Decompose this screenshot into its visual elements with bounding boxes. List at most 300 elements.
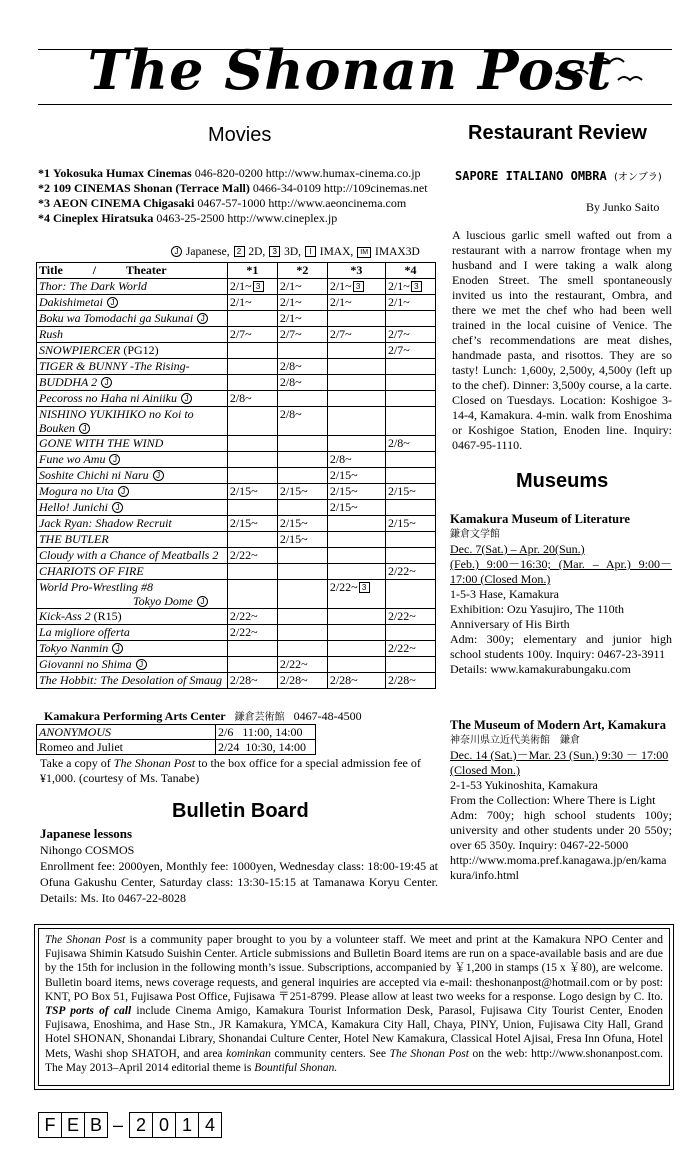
start-date: 2/7~: [387, 327, 410, 341]
showtime-cell: [385, 452, 435, 468]
start-date: 2/22~: [279, 657, 308, 671]
museum-address: 2-1-53 Yukinoshita, Kamakura: [450, 778, 598, 792]
bulletin-heading: Bulletin Board: [172, 800, 309, 822]
showtime-cell: [327, 564, 385, 580]
japanese-icon: J: [107, 297, 118, 308]
3d-icon: 3: [411, 281, 422, 292]
start-date: 2/8~: [279, 359, 302, 373]
table-row: [37, 375, 436, 391]
movie-title-cell: [37, 673, 228, 689]
movie-title: Boku wa Tomodachi ga Sukunai: [39, 311, 194, 325]
start-date: 2/1~: [279, 279, 302, 293]
showtime-cell: [277, 673, 327, 689]
table-row: [37, 625, 436, 641]
movie-title-cell: [37, 359, 228, 375]
start-date: 2/15~: [229, 484, 258, 498]
start-date: 2/28~: [279, 673, 308, 687]
kpac-table: [36, 724, 316, 755]
footer-text-2: include Cinema Amigo, Kamakura Tourist Information Desk, Parasol, Fujisawa City Tourist Center, Enoden Fujisawa, Enoshima, and Hase Stn., JR Kamakura, YMCA, Kamakura City Hall, Chaya, PINY, Union, Fujisawa City Hall, Grand Hotel SHONAN, Shonandai Library, Shonandai Culture Center, Hotel New Kamakura, Classical Hotel Ajisai, Fresa Inn Ofuna, Hotel Mets, Washi shop SHATOH, and area: [45, 1005, 663, 1060]
start-date: 2/8~: [279, 375, 302, 389]
museum-admission: Adm: 300y; elementary and junior high school students 100y. Inquiry: 0467-23-3911: [450, 632, 672, 661]
table-row: [37, 564, 436, 580]
bulletin-org: Nihongo COSMOS: [40, 843, 135, 857]
movie-title-cell: [37, 657, 228, 673]
start-date: 2/15~: [229, 516, 258, 530]
legend-japanese: Japanese,: [185, 246, 230, 258]
showtime-cell: [385, 641, 435, 657]
3d-icon: 3: [359, 582, 370, 593]
japanese-icon: J: [197, 596, 208, 607]
footer-box: [38, 928, 670, 1086]
table-row: [37, 327, 436, 343]
movie-title-cell: [37, 625, 228, 641]
showtime-cell: [327, 468, 385, 484]
table-row: [37, 407, 436, 436]
movie-title-cell: [37, 375, 228, 391]
japanese-icon: J: [101, 377, 112, 388]
movie-title: Hello! Junichi: [39, 500, 108, 514]
showtime-cell: [277, 452, 327, 468]
cinema-contact[interactable]: 046-820-0200 http://www.humax-cinema.co.jp: [194, 166, 421, 180]
date-char: 4: [198, 1112, 222, 1138]
start-date: 2/22~: [229, 609, 258, 623]
start-date: 2/1~: [279, 311, 302, 325]
restaurant-name-jp: (オンブラ): [613, 172, 662, 183]
japanese-icon: J: [136, 659, 147, 670]
movie-title-cell: [37, 548, 228, 564]
showtime-cell: [327, 311, 385, 327]
movie-title: Kick-Ass 2: [39, 609, 91, 623]
showtime-cell: [227, 564, 277, 580]
showtime-cell: [227, 532, 277, 548]
showtime-cell: [327, 641, 385, 657]
showtime-cell: [227, 625, 277, 641]
header-title-theater: Title / Theater: [37, 263, 228, 279]
cinema-num: *2: [38, 181, 50, 195]
showtime-cell: [327, 295, 385, 311]
cinema-name: 109 CINEMAS Shonan (Terrace Mall): [53, 181, 250, 195]
bulletin-text: Enrollment fee: 2000yen, Monthly fee: 1000yen, Wednesday class: 18:00-19:45 at Ofuna Gakushu Center, Saturday class: 13:30-15:15 at Tamanawa Koryu Center. Details: Ms. Ito 0467-22-8028: [40, 859, 438, 905]
3d-icon: 3: [253, 281, 264, 292]
table-row: [37, 311, 436, 327]
showtime-cell: [327, 580, 385, 609]
japanese-icon: J: [79, 423, 90, 434]
showtime-cell: [277, 407, 327, 436]
showtime-cell: [327, 657, 385, 673]
museum-name-jp: 鎌倉文学館: [450, 529, 500, 540]
movie-title: BUDDHA 2: [39, 375, 98, 389]
showtime-cell: [327, 532, 385, 548]
showtime-cell: [327, 516, 385, 532]
start-date: 2/28~: [387, 673, 416, 687]
kpac-phone: 0467-48-4500: [293, 709, 362, 723]
footer-theme: Bountiful Shonan.: [254, 1061, 338, 1074]
japanese-icon: J: [171, 246, 182, 257]
movie-title-cont: Tokyo Dome: [133, 594, 193, 608]
movie-title-cell: [37, 516, 228, 532]
showtime-cell: [385, 657, 435, 673]
movie-title-cell: [37, 484, 228, 500]
movie-title: NISHINO YUKIHIKO no Koi to: [39, 407, 194, 421]
movie-title-cell: [37, 564, 228, 580]
start-date: 2/1~: [329, 279, 352, 293]
movie-title: Dakishimetai: [39, 295, 103, 309]
cinema-contact[interactable]: 0463-25-2500 http://www.cineplex.jp: [156, 211, 338, 225]
showtime-cell: [227, 375, 277, 391]
movie-rating: (R15): [90, 609, 122, 623]
table-row: [37, 468, 436, 484]
movie-title: Mogura no Uta: [39, 484, 114, 498]
showtime-cell: [227, 311, 277, 327]
kpac-note-b: to the box office for a special admission fee of ¥1,000. (courtesy of Ms. Tanabe): [40, 756, 421, 785]
date-char: 0: [152, 1112, 176, 1138]
table-row: [37, 295, 436, 311]
cinema-name: Yokosuka Humax Cinemas: [53, 166, 192, 180]
date-separator: –: [112, 1114, 123, 1135]
showtime-cell: [385, 500, 435, 516]
movie-title: World Pro-Wrestling #8: [39, 580, 154, 594]
showtime-cell: [277, 657, 327, 673]
showtime-cell: [385, 548, 435, 564]
showtime-cell: [227, 391, 277, 407]
showtime-cell: [327, 436, 385, 452]
showtime-cell: [385, 468, 435, 484]
showtime-cell: [327, 407, 385, 436]
start-date: 2/1~: [229, 279, 252, 293]
date-char: F: [38, 1112, 62, 1138]
cinema-item: [38, 166, 438, 181]
showtime-cell: [385, 343, 435, 359]
format-legend: [170, 246, 420, 258]
showtime-cell: [277, 580, 327, 609]
start-date: 2/28~: [329, 673, 358, 687]
footer-paper-name: The Shonan Post: [45, 934, 126, 946]
movie-title: SNOWPIERCER: [39, 343, 121, 357]
showtime-cell: [327, 279, 385, 295]
table-row: [37, 343, 436, 359]
movie-title: TIGER & BUNNY -The Rising-: [39, 359, 190, 373]
movie-title-cell: [37, 641, 228, 657]
showtime-cell: [277, 327, 327, 343]
showtime-cell: [385, 516, 435, 532]
movies-heading: Movies: [208, 124, 272, 146]
showtime-cell: [277, 311, 327, 327]
date-char: E: [61, 1112, 85, 1138]
cinema-item: [38, 181, 438, 196]
kpac-heading-line: [44, 708, 362, 724]
movie-title-cell: [37, 295, 228, 311]
showtime-cell: [327, 484, 385, 500]
showtime-cell: [277, 436, 327, 452]
start-date: 2/15~: [329, 484, 358, 498]
movie-title-cell: [37, 279, 228, 295]
showtime-cell: [227, 436, 277, 452]
showtime-cell: [227, 407, 277, 436]
movie-title: Soshite Chichi ni Naru: [39, 468, 149, 482]
museum-exhibit: From the Collection: Where There is Light: [450, 793, 656, 807]
table-row: [37, 500, 436, 516]
footer-paper-name-2: The Shonan Post: [389, 1047, 469, 1060]
2d-icon: 2: [234, 246, 245, 257]
table-header-row: [37, 263, 436, 279]
showtime-cell: [385, 407, 435, 436]
showtime-cell: [327, 548, 385, 564]
showtime-cell: [327, 391, 385, 407]
movie-title-cell: [37, 500, 228, 516]
showtime-cell: [277, 625, 327, 641]
movie-title-cell: [37, 407, 228, 436]
restaurant-byline: By Junko Saito: [586, 200, 660, 214]
museum-literature: [450, 512, 672, 677]
showtime-cell: [385, 375, 435, 391]
japanese-icon: J: [109, 454, 120, 465]
start-date: 2/22~: [329, 580, 358, 594]
showtime-cell: [227, 673, 277, 689]
museum-dates: Dec. 14 (Sat.)－Mar. 23 (Sun.) 9:30 － 17:00 (Closed Mon.): [450, 748, 669, 777]
showtime-cell: [327, 625, 385, 641]
legend-imax3d: IMAX3D: [375, 246, 420, 258]
table-row: [37, 548, 436, 564]
table-row: [37, 725, 316, 740]
museum-exhibit: Exhibition: Ozu Yasujiro, The 110th Anniversary of His Birth: [450, 602, 624, 631]
start-date: 2/8~: [279, 407, 302, 421]
masthead-title: The Shonan Post: [87, 38, 613, 102]
start-date: 2/15~: [387, 484, 416, 498]
showtime-cell: [327, 359, 385, 375]
table-row: [37, 609, 436, 625]
start-date: 2/8~: [329, 452, 352, 466]
start-date: 2/1~: [387, 279, 410, 293]
start-date: 2/15~: [329, 500, 358, 514]
kpac-time: 2/24 10:30, 14:00: [216, 740, 316, 755]
start-date: 2/7~: [329, 327, 352, 341]
japanese-icon: J: [181, 393, 192, 404]
kpac-time: 2/6 11:00, 14:00: [216, 725, 316, 740]
showtime-cell: [385, 609, 435, 625]
showtime-cell: [277, 609, 327, 625]
showtime-cell: [227, 343, 277, 359]
start-date: 2/22~: [229, 548, 258, 562]
table-row: [37, 740, 316, 755]
restaurant-heading: Restaurant Review: [468, 122, 647, 144]
table-row: [37, 580, 436, 609]
kpac-note-paper: The Shonan Post: [113, 756, 196, 770]
museum-details: Details: www.kamakurabungaku.com: [450, 662, 631, 676]
start-date: 2/22~: [387, 564, 416, 578]
showtime-cell: [227, 359, 277, 375]
movie-title: Rush: [39, 327, 63, 341]
showtime-cell: [277, 343, 327, 359]
showtime-cell: [327, 452, 385, 468]
table-row: [37, 279, 436, 295]
movie-title-cell: [37, 311, 228, 327]
restaurant-name-line: [455, 168, 662, 183]
table-row: [37, 452, 436, 468]
date-char: B: [84, 1112, 108, 1138]
kpac-title: ANONYMOUS: [37, 725, 216, 740]
showtime-cell: [385, 311, 435, 327]
showtime-cell: [227, 641, 277, 657]
movie-title: CHARIOTS OF FIRE: [39, 564, 144, 578]
header-theater-1: *1: [227, 263, 277, 279]
start-date: 2/22~: [387, 641, 416, 655]
showtime-cell: [277, 564, 327, 580]
showtime-cell: [277, 484, 327, 500]
start-date: 2/7~: [229, 327, 252, 341]
bulletin-item-title: Japanese lessons: [40, 826, 133, 841]
start-date: 2/8~: [229, 391, 252, 405]
museum-name: Kamakura Museum of Literature: [450, 512, 630, 526]
showtime-cell: [277, 279, 327, 295]
legend-2d: 2D,: [248, 246, 266, 258]
cinema-contact[interactable]: 0466-34-0109 http://109cinemas.net: [252, 181, 428, 195]
imax3d-icon: IM: [357, 247, 371, 258]
table-row: [37, 532, 436, 548]
showtime-cell: [385, 295, 435, 311]
table-row: [37, 657, 436, 673]
footer-text-4: on the web: http://www.shonanpost.com. The May 2013–April 2014 editorial theme is: [45, 1047, 663, 1074]
showtime-cell: [227, 279, 277, 295]
start-date: 2/7~: [387, 343, 410, 357]
showtime-cell: [227, 484, 277, 500]
footer-text-3: community centers. See: [270, 1047, 390, 1060]
museum-dates: Dec. 7(Sat.) – Apr. 20(Sun.): [450, 542, 585, 556]
movie-title-cell: [37, 609, 228, 625]
start-date: 2/8~: [387, 436, 410, 450]
showtime-cell: [385, 327, 435, 343]
cinema-item: [38, 211, 438, 226]
movie-title: Giovanni no Shima: [39, 657, 132, 671]
showtime-cell: [227, 500, 277, 516]
showtime-cell: [385, 391, 435, 407]
showtime-cell: [385, 436, 435, 452]
start-date: 2/15~: [329, 468, 358, 482]
cinema-list: [38, 166, 438, 226]
japanese-icon: J: [153, 470, 164, 481]
3d-icon: 3: [269, 246, 280, 257]
showtime-cell: [385, 532, 435, 548]
footer-text-1: is a community paper brought to you by a volunteer staff. We meet and print at the Kamakura NPO Center and Fujisawa Shimin Katsudo Suishin Center. Article submissions and Bulletin Board items are run on a space-available basis and are due by the 15th for inclusion in the following month’s issue. Subscriptions, accompanied by ￥1,200 in stamps (15 x ￥80), are welcome. Bulletin board items, news coverage requests, and general inquiries are accepted via e-mail: theshonanpost@hotmail.com or by post: KNT, PO Box 51, Fujisawa Post Office, Fujisawa 〒251-8799. Please allow at least two weeks for a response. Logo design by C. Ito.: [45, 934, 663, 1003]
showtime-cell: [277, 532, 327, 548]
table-row: [37, 516, 436, 532]
museum-hours: (Feb.) 9:00－16:30; (Mar. – Apr.) 9:00－17:00 (Closed Mon.): [450, 557, 672, 586]
showtime-cell: [327, 609, 385, 625]
japanese-icon: J: [197, 313, 208, 324]
cinema-contact[interactable]: 0467-57-1000 http://www.aeoncinema.com: [197, 196, 407, 210]
movie-title-cell: [37, 452, 228, 468]
restaurant-body: A luscious garlic smell wafted out from a restaurant with a narrow frontage when my husband and I were taking a walk along Enoden Street. The smell spontaneously invited us into the restaurant, Ombra, and there we met the chef who had been well trained in the local cuisine of Venice. The chef’s recommendations are meat dishes, handmade pasta, and risottos. They are so tasty! Lunch: 1,600y, 2,500y, 4,500y (left up to the chef). Dinner: 3,500y course, a la carte. Closed on Tuesdays. Location: Koshigoe 3-14-4, Kamakura. 4-min. walk from Enoshima or Koshigoe Station, Enoden line. Inquiry: 0467-95-1110.: [452, 228, 672, 452]
showtime-cell: [277, 641, 327, 657]
imax-icon: I: [305, 246, 316, 257]
showtime-cell: [227, 548, 277, 564]
birds-icon: [548, 52, 648, 92]
showtime-cell: [277, 548, 327, 564]
showtime-cell: [277, 516, 327, 532]
start-date: 2/1~: [229, 295, 252, 309]
cinema-num: *3: [38, 196, 50, 210]
showtime-cell: [327, 327, 385, 343]
cinema-item: [38, 196, 438, 211]
movie-schedule-table: [36, 262, 436, 689]
date-char: 1: [175, 1112, 199, 1138]
table-row: [37, 391, 436, 407]
showtime-cell: [327, 375, 385, 391]
movie-title: Cloudy with a Chance of Meatballs 2: [39, 548, 219, 562]
legend-imax: IMAX,: [319, 246, 354, 258]
museum-name-jp: 神奈川県立近代美術館 鎌倉: [450, 735, 580, 746]
kpac-heading: Kamakura Performing Arts Center: [44, 709, 226, 723]
start-date: 2/1~: [279, 295, 302, 309]
header-theater-4: *4: [385, 263, 435, 279]
japanese-icon: J: [112, 502, 123, 513]
movie-title: The Hobbit: The Desolation of Smaug: [39, 673, 222, 687]
header-theater-2: *2: [277, 263, 327, 279]
start-date: 2/22~: [229, 625, 258, 639]
movie-title: Fune wo Amu: [39, 452, 106, 466]
movie-title: Tokyo Nanmin: [39, 641, 109, 655]
table-row: [37, 359, 436, 375]
showtime-cell: [385, 359, 435, 375]
showtime-cell: [227, 295, 277, 311]
legend-3d: 3D,: [284, 246, 301, 258]
movie-title: Thor: The Dark World: [39, 279, 147, 293]
footer-kominkan: kominkan: [226, 1047, 271, 1060]
issue-date: [38, 1110, 221, 1140]
showtime-cell: [277, 295, 327, 311]
date-char: 2: [129, 1112, 153, 1138]
movie-title: Jack Ryan: Shadow Recruit: [39, 516, 172, 530]
start-date: 2/22~: [387, 609, 416, 623]
showtime-cell: [227, 468, 277, 484]
movie-title-cell: [37, 327, 228, 343]
showtime-cell: [277, 468, 327, 484]
header-theater-3: *3: [327, 263, 385, 279]
showtime-cell: [385, 279, 435, 295]
movie-title: Pecoross no Haha ni Ainiiku: [39, 391, 177, 405]
start-date: 2/7~: [279, 327, 302, 341]
movie-title-cell: [37, 468, 228, 484]
kpac-heading-jp: 鎌倉芸術館: [234, 712, 285, 723]
showtime-cell: [227, 516, 277, 532]
3d-icon: 3: [353, 281, 364, 292]
start-date: 2/1~: [329, 295, 352, 309]
showtime-cell: [227, 609, 277, 625]
showtime-cell: [327, 500, 385, 516]
movie-title-cell: [37, 436, 228, 452]
movie-title-cont: Bouken: [39, 421, 75, 435]
kpac-note: [40, 756, 438, 786]
showtime-cell: [327, 673, 385, 689]
start-date: 2/1~: [387, 295, 410, 309]
movie-title: La migliore offerta: [39, 625, 130, 639]
kpac-note-a: Take a copy of: [40, 756, 114, 770]
showtime-cell: [227, 452, 277, 468]
cinema-name: Cineplex Hiratsuka: [53, 211, 154, 225]
start-date: 2/15~: [279, 532, 308, 546]
bulletin-body: [40, 826, 438, 906]
table-row: [37, 484, 436, 500]
table-row: [37, 436, 436, 452]
movie-title: GONE WITH THE WIND: [39, 436, 164, 450]
museums-heading: Museums: [516, 470, 609, 492]
japanese-icon: J: [112, 643, 123, 654]
movie-rating: (PG12): [120, 343, 159, 357]
showtime-cell: [227, 580, 277, 609]
movie-title-cell: [37, 580, 228, 609]
table-row: [37, 673, 436, 689]
movie-title-cell: [37, 343, 228, 359]
movie-title: THE BUTLER: [39, 532, 109, 546]
